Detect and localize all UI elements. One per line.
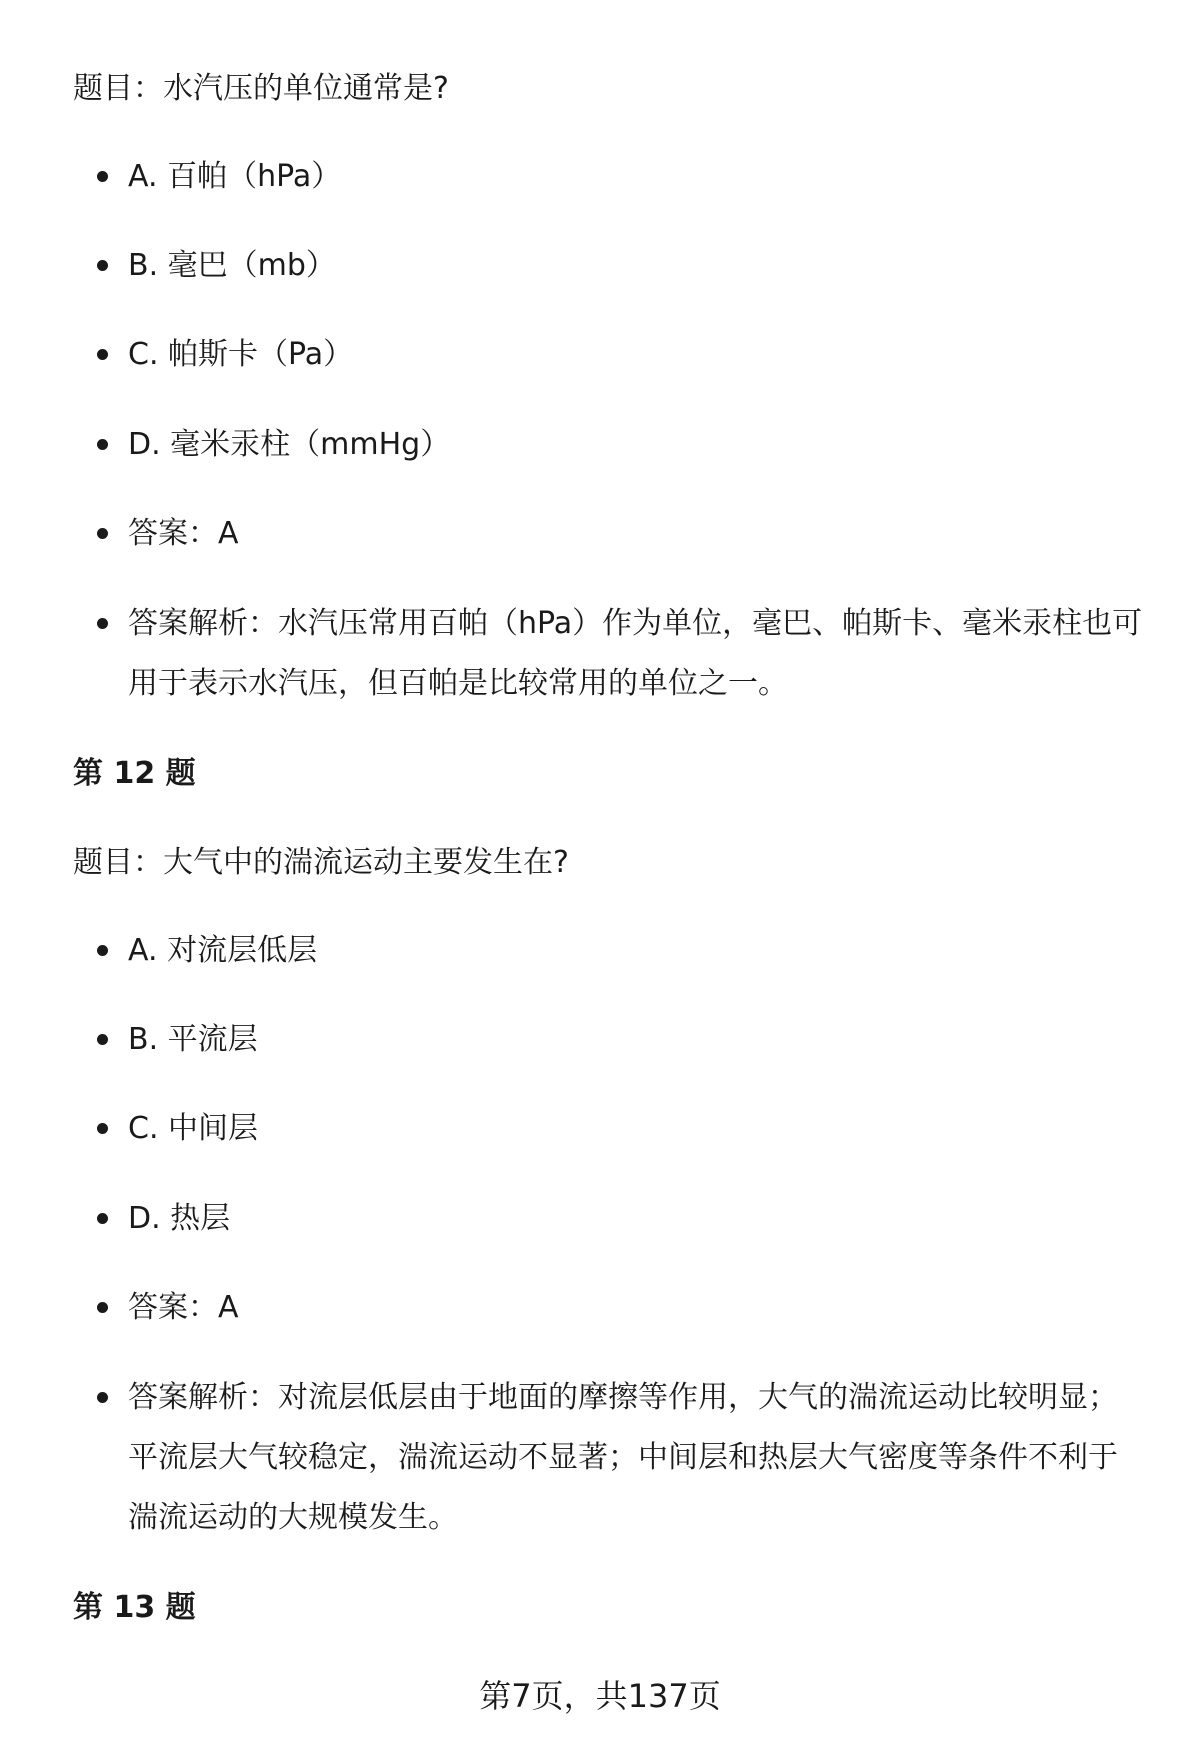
bullet-icon xyxy=(97,260,108,271)
q11-answer: 答案：A xyxy=(97,504,1147,564)
q11-option-d: D. 毫米汞柱（mmHg） xyxy=(97,415,1147,475)
q12-option-d: D. 热层 xyxy=(97,1189,1147,1249)
bullet-icon xyxy=(97,1034,108,1045)
bullet-icon xyxy=(97,349,108,360)
bullet-icon xyxy=(97,1392,108,1403)
question-11-text: 题目：水汽压的单位通常是? xyxy=(73,71,449,106)
q12-option-b: B. 平流层 xyxy=(97,1010,1147,1070)
q11-option-c: C. 帕斯卡（Pa） xyxy=(97,325,1147,385)
q11-option-b: B. 毫巴（mb） xyxy=(97,236,1147,296)
bullet-icon xyxy=(97,945,108,956)
q12-option-c: C. 中间层 xyxy=(97,1099,1147,1159)
q11-analysis: 答案解析：水汽压常用百帕（hPa）作为单位，毫巴、帕斯卡、毫米汞柱也可用于表示水汽压，但百帕是比较常用的单位之一。 xyxy=(97,594,1147,714)
question-13-heading: 第 13 题 xyxy=(73,1590,196,1625)
bullet-icon xyxy=(97,528,108,539)
bullet-icon xyxy=(97,439,108,450)
q12-answer: 答案：A xyxy=(97,1278,1147,1338)
q12-analysis: 答案解析：对流层低层由于地面的摩擦等作用，大气的湍流运动比较明显；平流层大气较稳定，湍流运动不显著；中间层和热层大气密度等条件不利于湍流运动的大规模发生。 xyxy=(97,1368,1147,1548)
bullet-icon xyxy=(97,171,108,182)
page-number-footer: 第7页，共137页 xyxy=(479,1677,721,1715)
bullet-icon xyxy=(97,1213,108,1224)
question-12-heading: 第 12 题 xyxy=(73,756,196,791)
q12-option-a: A. 对流层低层 xyxy=(97,921,1147,981)
question-12-text: 题目：大气中的湍流运动主要发生在? xyxy=(73,845,569,880)
q11-option-a: A. 百帕（hPa） xyxy=(97,147,1147,207)
bullet-icon xyxy=(97,1123,108,1134)
bullet-icon xyxy=(97,618,108,629)
bullet-icon xyxy=(97,1302,108,1313)
